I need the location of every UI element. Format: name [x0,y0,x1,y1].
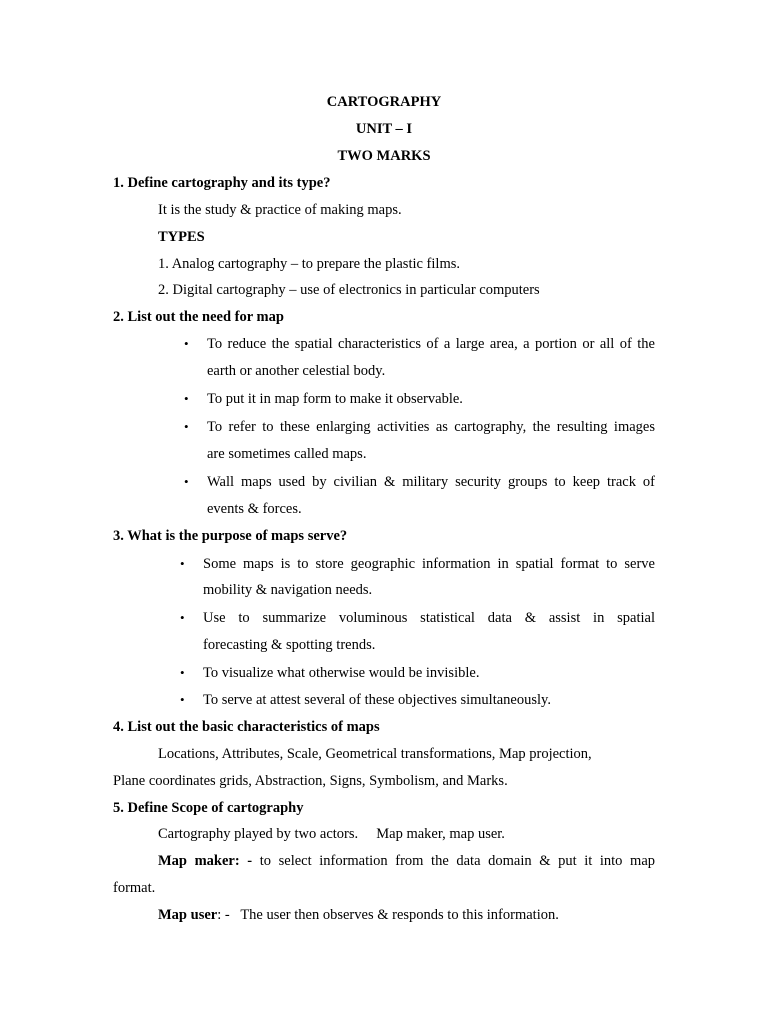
bullet-icon: • [184,336,189,351]
q2-bullet-1-line-1: To reduce the spatial characteristics of a large area, a portion or all of the [207,336,655,352]
q2-bullet-4-line-1: Wall maps used by civilian & military security groups to keep track of [207,474,655,490]
unit-heading: UNIT – I [355,121,413,137]
bullet-icon: • [180,610,185,625]
map-user-label: Map user [158,907,218,923]
q1-answer: It is the study & practice of making maps. [158,202,402,218]
section-heading: TWO MARKS [337,148,431,164]
bullet-icon: • [180,665,185,680]
question-5: 5. Define Scope of cartography [113,800,304,816]
question-3: 3. What is the purpose of maps serve? [113,528,348,544]
doc-title: CARTOGRAPHY [326,94,442,110]
q3-bullet-2-line-2: forecasting & spotting trends. [203,637,376,653]
bullet-icon: • [180,692,185,707]
q5-map-maker-line [158,852,655,870]
q3-bullet-1-line-2: mobility & navigation needs. [203,582,373,598]
bullet-icon: • [184,474,189,489]
q5-actors: Cartography played by two actors. Map maker, map user. [158,826,505,842]
question-1: 1. Define cartography and its type? [113,175,331,191]
q1-types-heading: TYPES [158,229,205,245]
question-2: 2. List out the need for map [113,309,284,325]
q5-map-maker-cont: format. [113,880,156,896]
q3-bullet-1-line-1: Some maps is to store geographic information in spatial format to serve [203,556,655,572]
q2-bullet-1-line-2: earth or another celestial body. [207,363,386,379]
q3-bullet-4-line-1: To serve at attest several of these objectives simultaneously. [203,692,551,708]
map-maker-text: to select information from the data domain & put it into map [259,853,655,869]
bullet-icon: • [180,556,185,571]
q4-line-1: Locations, Attributes, Scale, Geometrical transformations, Map projection, [158,746,592,762]
bullet-icon: • [184,419,189,434]
bullet-icon: • [184,391,189,406]
map-maker-label: Map maker: - [158,853,253,869]
q1-type-1: 1. Analog cartography – to prepare the plastic films. [158,256,460,272]
q3-bullet-3-line-1: To visualize what otherwise would be invisible. [203,665,480,681]
q3-bullet-2-line-1: Use to summarize voluminous statistical data & assist in spatial [203,610,655,626]
q2-bullet-3-line-2: are sometimes called maps. [207,446,367,462]
question-4: 4. List out the basic characteristics of maps [113,719,380,735]
q2-bullet-3-line-1: To refer to these enlarging activities as cartography, the resulting images [207,419,655,435]
q5-map-user-line [158,906,559,924]
q2-bullet-2-line-1: To put it in map form to make it observable. [207,391,463,407]
q4-line-2: Plane coordinates grids, Abstraction, Signs, Symbolism, and Marks. [113,773,508,789]
q1-type-2: 2. Digital cartography – use of electronics in particular computers [158,282,540,298]
map-user-text: : - The user then observes & responds to this information. [217,907,559,923]
q2-bullet-4-line-2: events & forces. [207,501,302,517]
